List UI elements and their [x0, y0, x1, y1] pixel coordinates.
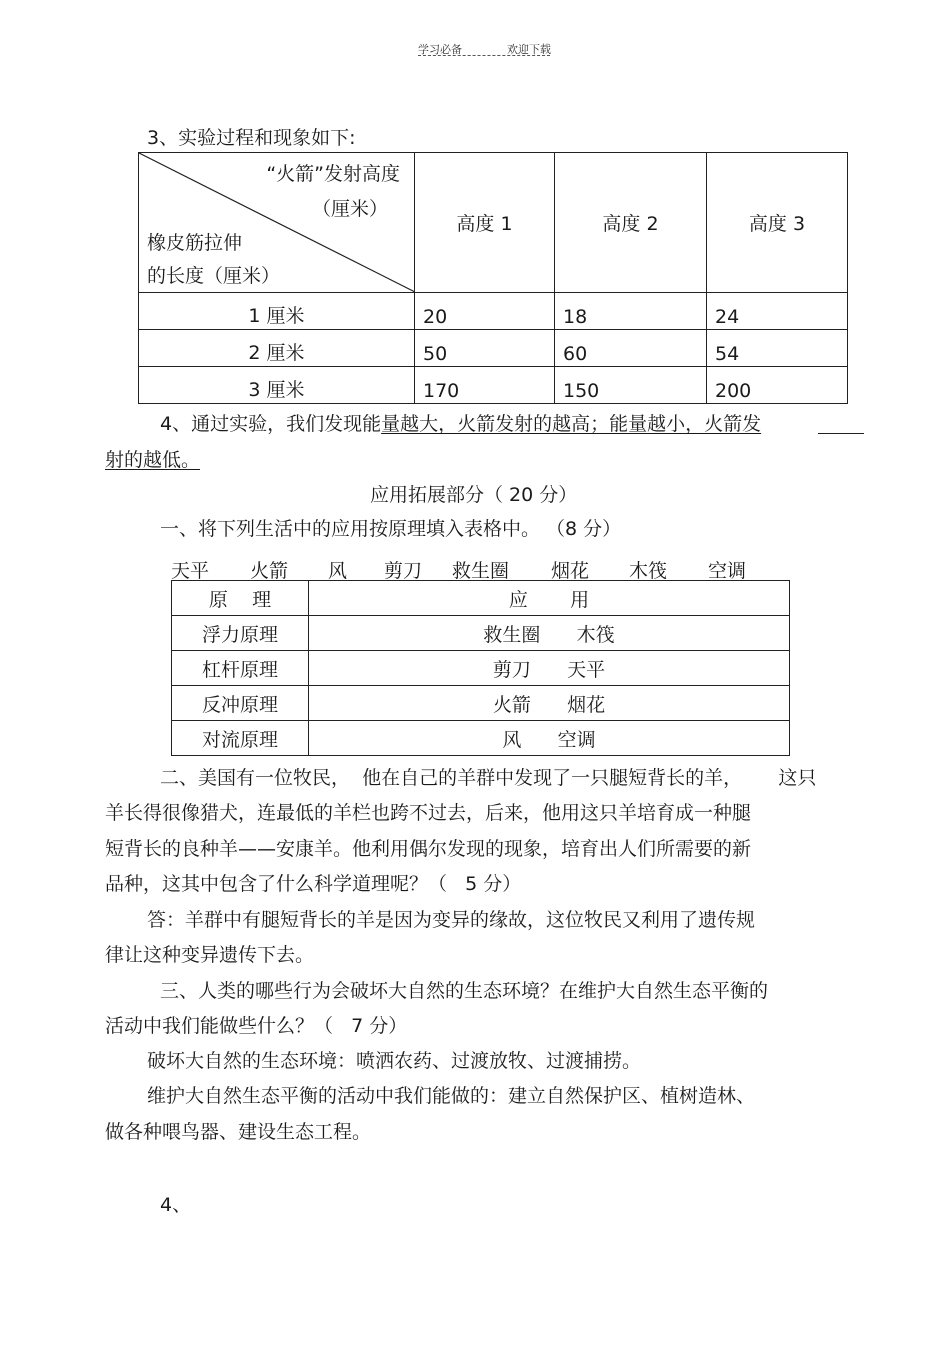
q3-line-1: 三、人类的哪些行为会破坏大自然的生态环境？在维护大自然生态平衡的 [160, 980, 769, 1002]
value-cell: 20 [415, 293, 555, 330]
experiment-header-row [139, 153, 848, 293]
value-cell: 54 [707, 330, 848, 367]
list-item: 剪刀 [384, 560, 423, 582]
q2-answer-line-2: 律让这种变异遗传下去。 [105, 944, 315, 966]
next-question-number: 4、 [160, 1194, 192, 1216]
table-row [139, 293, 848, 330]
value-cell: 170 [415, 367, 555, 404]
q1-prompt: 一、将下列生活中的应用按原理填入表格中。 （8 分） [160, 518, 622, 540]
principle-header: 原 理 [172, 581, 309, 616]
header-right: 欢迎下载 [507, 43, 551, 56]
table-row [172, 686, 790, 721]
value-cell: 50 [415, 330, 555, 367]
list-item: 风 [328, 560, 348, 582]
list-item: 天平 [171, 560, 210, 582]
height-axis-label: “火箭”发射高度 [266, 163, 400, 185]
application-cell: 救生圈 木筏 [309, 616, 790, 651]
conclusion-line-1 [160, 413, 761, 435]
application-header: 应 用 [309, 581, 790, 616]
value-cell: 150 [555, 367, 707, 404]
principle-cell: 杠杆原理 [172, 651, 309, 686]
length-cell: 3 厘米 [139, 367, 415, 404]
conclusion-answer-2: 射的越低。 [105, 449, 201, 471]
conclusion-line-2 [105, 449, 200, 471]
length-cell: 2 厘米 [139, 330, 415, 367]
section-title: 应用拓展部分（ 20 分） [370, 484, 578, 506]
table-row [172, 721, 790, 756]
stretch-unit-label: 的长度（厘米） [147, 265, 281, 287]
column-header-height-3: 高度 3 [707, 153, 848, 293]
q2-line-2: 羊长得很像猎犬，连最低的羊栏也跨不过去，后来，他用这只羊培育成一种腿 [105, 802, 752, 824]
table-row [172, 616, 790, 651]
stretch-axis-label: 橡皮筋拉伸 [147, 232, 243, 254]
value-cell: 24 [707, 293, 848, 330]
principle-cell: 浮力原理 [172, 616, 309, 651]
q3-answer-line-2: 维护大自然生态平衡的活动中我们能做的：建立自然保护区、植树造林、 [147, 1085, 756, 1107]
header-divider [418, 55, 550, 56]
q2-line-3: 短背长的良种羊——安康羊。他利用偶尔发现的现象，培育出人们所需要的新 [105, 838, 752, 860]
list-item: 空调 [708, 560, 747, 582]
table-row [139, 367, 848, 404]
table-row [139, 330, 848, 367]
principle-cell: 对流原理 [172, 721, 309, 756]
list-item: 烟花 [551, 560, 590, 582]
height-unit-label: （厘米） [311, 198, 388, 220]
application-cell: 剪刀 天平 [309, 651, 790, 686]
column-header-height-1: 高度 1 [415, 153, 555, 293]
q3-answer-line-3: 做各种喂鸟器、建设生态工程。 [105, 1121, 372, 1143]
principle-cell: 反冲原理 [172, 686, 309, 721]
list-item: 木筏 [629, 560, 668, 582]
experiment-heading: 3、实验过程和现象如下: [147, 127, 356, 149]
table-row [172, 651, 790, 686]
value-cell: 18 [555, 293, 707, 330]
q3-line-2: 活动中我们能做些什么？（ 7 分） [105, 1015, 408, 1037]
q3-answer-line-1: 破坏大自然的生态环境：喷洒农药、过渡放牧、过渡捕捞。 [147, 1050, 642, 1072]
value-cell: 60 [555, 330, 707, 367]
list-item: 救生圈 [452, 560, 510, 582]
answer-underline-extension [818, 433, 864, 434]
column-header-height-2: 高度 2 [555, 153, 707, 293]
header-left: 学习必备 [418, 43, 462, 56]
application-cell: 火箭 烟花 [309, 686, 790, 721]
diagonal-header-cell [139, 153, 415, 293]
list-item: 火箭 [250, 560, 289, 582]
value-cell: 200 [707, 367, 848, 404]
q2-line-4: 品种，这其中包含了什么科学道理呢？（ 5 分） [105, 873, 522, 895]
conclusion-prefix: 4、通过实验，我们发现能 [160, 413, 382, 435]
length-cell: 1 厘米 [139, 293, 415, 330]
q2-line-1: 二、美国有一位牧民， 他在自己的羊群中发现了一只腿短背长的羊， 这只 [160, 767, 817, 789]
q2-answer-line-1: 答：羊群中有腿短背长的羊是因为变异的缘故，这位牧民又利用了遗传规 [147, 909, 756, 931]
application-cell: 风 空调 [309, 721, 790, 756]
conclusion-answer-1: 量越大，火箭发射的越高；能量越小，火箭发 [381, 413, 762, 435]
experiment-table [138, 152, 848, 404]
principle-header-row [172, 581, 790, 616]
principle-table [171, 580, 790, 756]
